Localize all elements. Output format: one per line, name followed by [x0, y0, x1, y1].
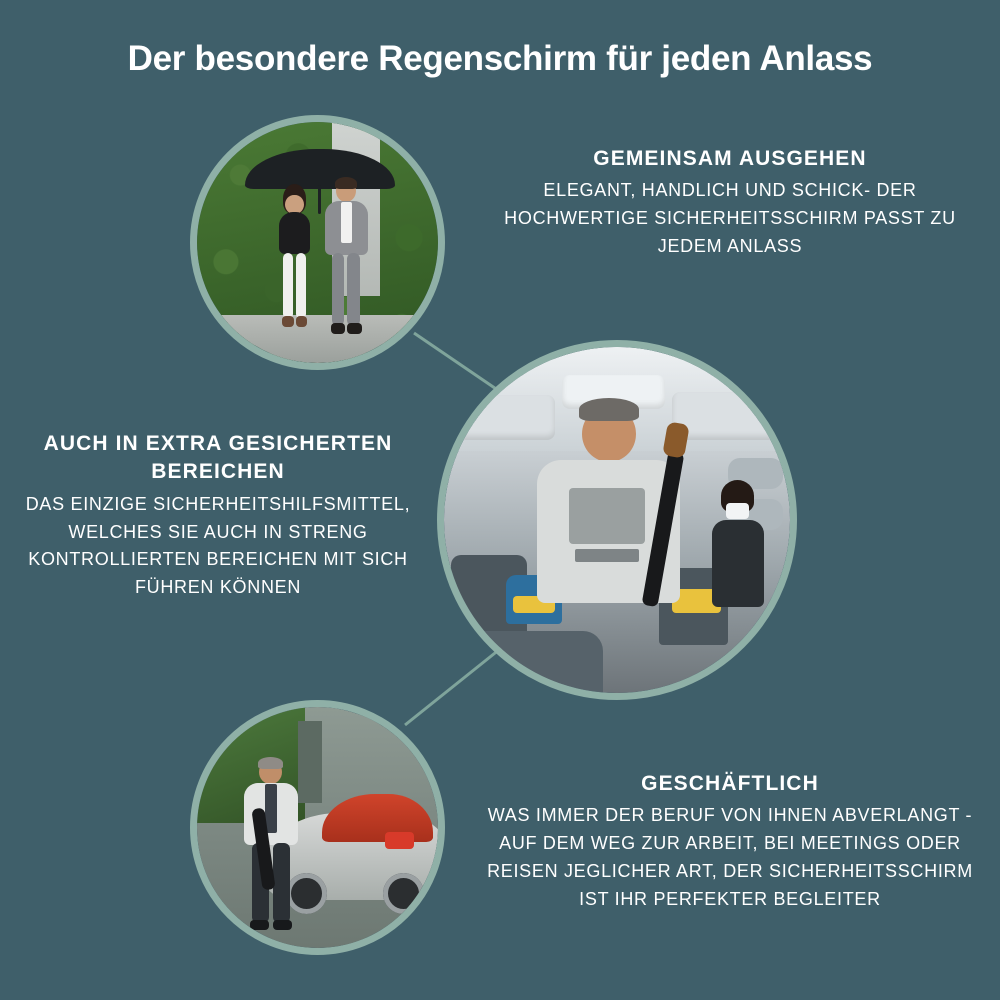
businessman-with-car-photo [190, 700, 445, 955]
section-heading: AUCH IN EXTRA GESICHERTEN BEREICHEN [43, 432, 393, 484]
section-gesicherte-bereiche [8, 430, 428, 602]
section-body: WAS IMMER DER BERUF VON IHNEN ABVERLANGT - AUF DEM WEG ZUR ARBEIT, BEI MEETINGS ODER REISEN JEGLICHER ART, DER SICHERHEITSSCHIRM IST IHR PERFEKTER BEGLEITER [487, 805, 973, 910]
section-body: ELEGANT, HANDLICH UND SCHICK- DER HOCHWERTIGE SICHERHEITSSCHIRM PASST ZU JEDEM ANLASS [504, 180, 956, 257]
section-geschaeftlich [480, 770, 980, 914]
section-body: DAS EINZIGE SICHERHEITSHILFSMITTEL, WELCHES SIE AUCH IN STRENG KONTROLLIERTEN BEREICHEN MIT SICH FÜHREN KÖNNEN [25, 493, 411, 598]
man-in-airplane-cabin-photo [437, 340, 797, 700]
section-heading: GESCHÄFTLICH [641, 772, 819, 795]
section-heading: GEMEINSAM AUSGEHEN [593, 147, 867, 170]
couple-with-umbrella-photo [190, 115, 445, 370]
page-title: Der besondere Regenschirm für jeden Anlass [127, 39, 873, 78]
section-gemeinsam-ausgehen [480, 145, 980, 261]
